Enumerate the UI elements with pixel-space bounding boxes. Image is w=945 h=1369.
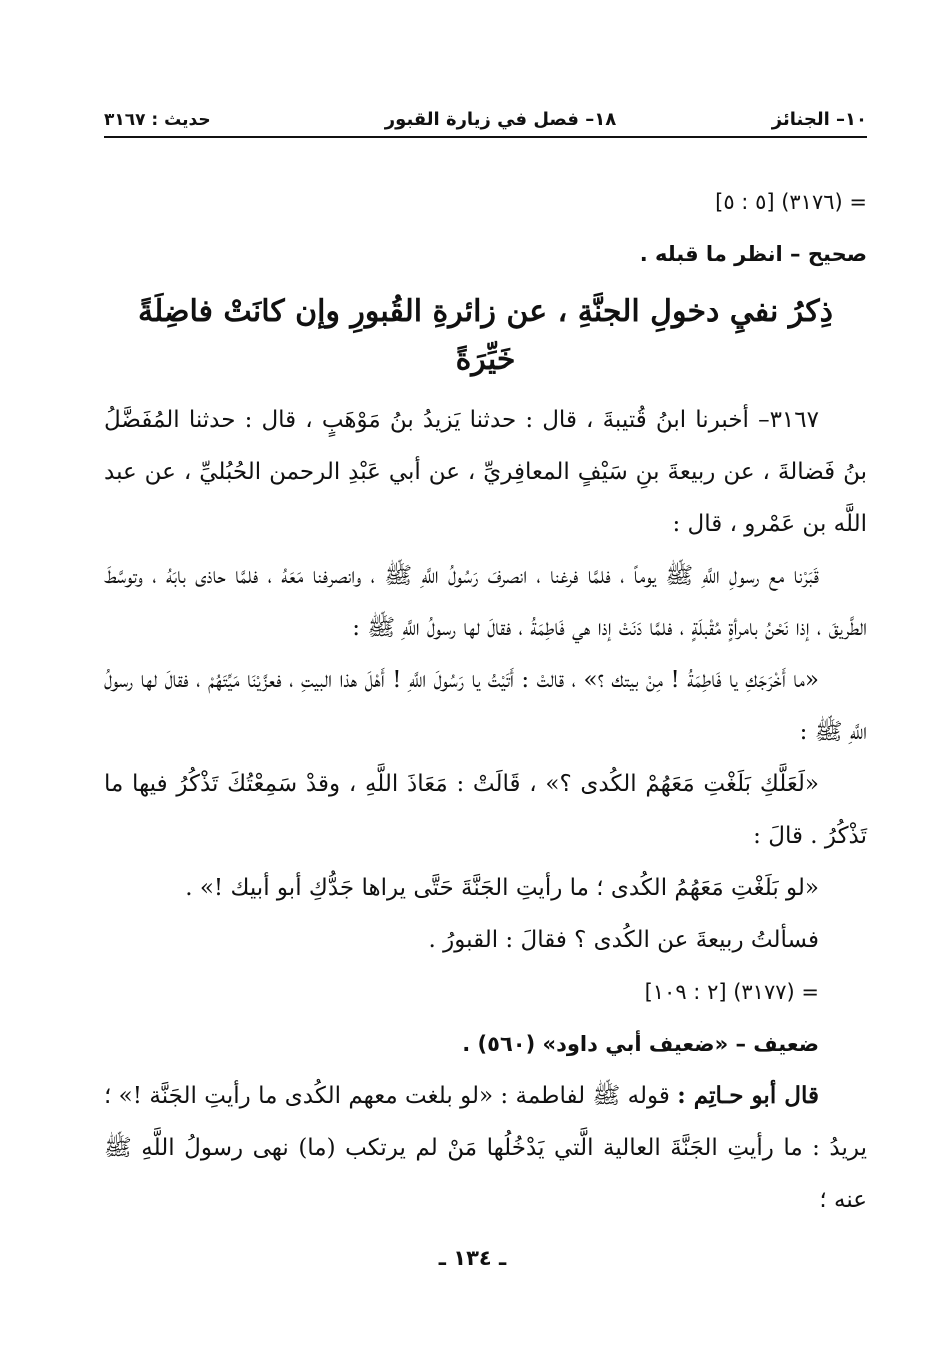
page-number: ـ ١٣٤ ـ: [438, 1246, 507, 1270]
hadith-text-paragraph: فسألتُ ربيعةَ عن الكُدى ؟ فقالَ : القبورُ .: [428, 927, 819, 953]
hadith-text-paragraph: «ما أَخْرَجَكِ يا فَاطِمَةُ ! مِنْ بيتك ؟» ، قالتْ : أَتَيْتُ يا رَسُولَ اللَّهِ ! أَهْلَ هذا البيتِ ، فعزَّيْنَا مَيِّتَهُمْ ، فقالَ لها رسولُ اللَّهِ ﷺ :: [104, 667, 867, 745]
previous-hadith-reference: = (٣١٧٦) [٥ : ٥]: [715, 190, 867, 214]
commentary-text: قوله ﷺ لفاطمة : «لو بلغت معهم الكُدى ما رأيتِ الجَنَّة !» ؛ يريدُ : ما رأيتِ الجَنَّةَ العالية الَّتي يَدْخُلُها مَنْ لم يرتكب (ما) نهى رسولُ اللَّهِ ﷺ عنه ؛: [104, 1083, 867, 1213]
grade-source: «ضعيف أبي داود» (٥٦٠) .: [462, 1032, 729, 1056]
section-heading-line-2: خَيِّرَةً: [455, 342, 516, 377]
section-heading: [104, 280, 867, 394]
hadith-text-paragraph: قَبَرْنا مع رسولِ اللَّهِ ﷺ يوماً ، فلمَّا فرغنا ، انصرفَ رَسُولُ اللَّهِ ﷺ ، وانصرفنا مَعَهُ ، فلمَّا حاذى بابَهُ ، وتوسَّطَ الطَّريقَ ، إذا نَحْنُ بامرأةٍ مُقْبلَةٍ ، فلمَّا دَنَتْ إذا هي فَاطِمَةُ ، فقالَ لها رسولُ اللَّهِ ﷺ :: [104, 563, 867, 641]
hadith-text-paragraph: «لو بَلَغْتِ مَعَهُمُ الكُدى ؛ ما رأيتِ الجَنَّةَ حَتَّى يراها جَدُّكِ أبو أبيك !» .: [185, 875, 819, 901]
running-header: [104, 96, 867, 130]
book-title: ١٠– الجنائز: [771, 109, 867, 130]
hadith-reference: = (٣١٧٧) [٢ : ١٠٩]: [644, 980, 819, 1004]
chapter-title: ١٨– فصل في زيارة القبور: [384, 109, 617, 130]
section-heading-line-1: ذِكرُ نفيِ دخولِ الجنَّةِ ، عن زائرةِ القُبورِ وإن كانَتْ فاضِلَةً: [138, 294, 833, 329]
hadith-grade: [104, 1018, 867, 1070]
hadith-text-paragraph: «لَعَلَّكِ بَلَغْتِ مَعَهُمْ الكُدى ؟» ، قَالَتْ : مَعَاذَ اللَّهِ ، وقدْ سَمِعْتُكَ تَذْكُرُ فيها ما تَذْكُرُ . قالَ :: [104, 771, 867, 849]
grade-label: ضعيف –: [735, 1032, 819, 1056]
commentary-label: قال أبو حـاتِم :: [677, 1082, 819, 1109]
hadith-number: حديث : ٣١٦٧: [104, 110, 211, 130]
commentary-paragraph: [104, 1070, 867, 1226]
page-body: [104, 176, 867, 1226]
header-rule: [104, 136, 867, 138]
previous-hadith-grade: صحيح – انظر ما قبله .: [639, 242, 867, 266]
hadith-isnad: ٣١٦٧– أخبرنا ابنُ قُتيبةَ ، قال : حدثنا يَزيدُ بنُ مَوْهَبٍ ، قال : حدثنا المُفَضَّلُ بنُ فَضالةَ ، عن ربيعةَ بنِ سَيْفٍ المعافِريِّ ، عن أبي عَبْدِ الرحمن الحُبُليِّ ، عن عبد اللَّه بن عَمْرو ، قال :: [104, 407, 867, 537]
